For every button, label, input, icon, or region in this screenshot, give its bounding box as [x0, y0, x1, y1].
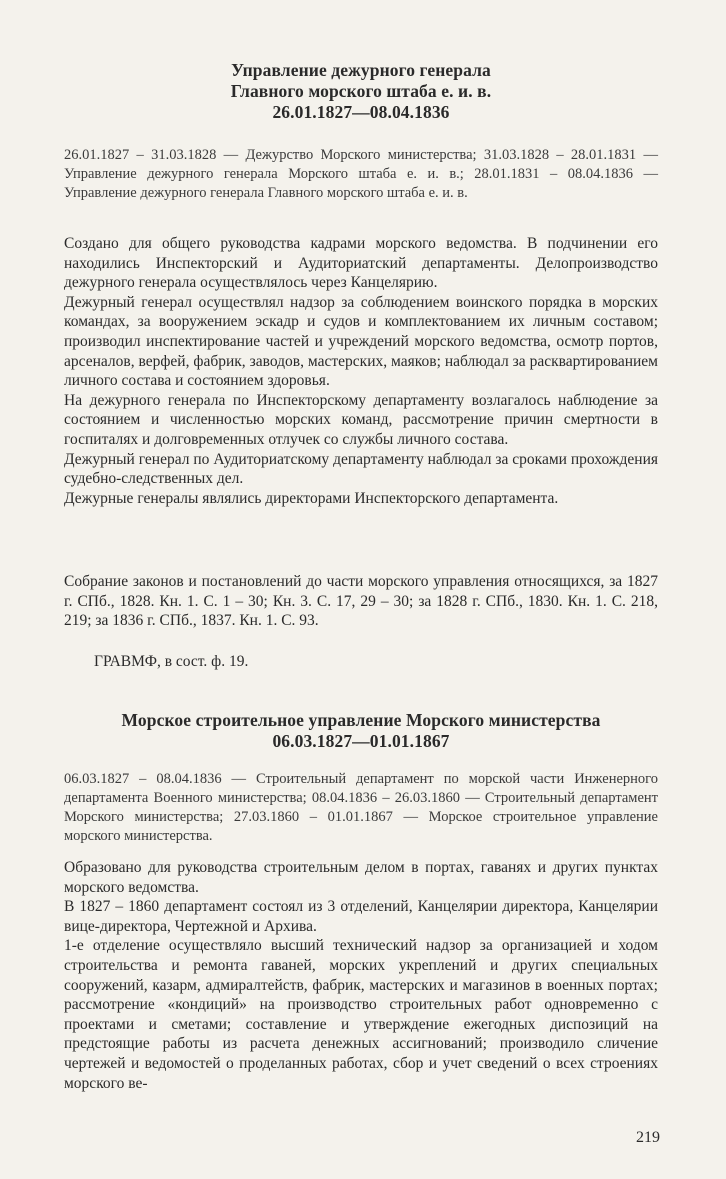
- section-1-references: Собрание законов и постановлений до части морского управления относящихся, за 1827 г. СПб., 1828. Кн. 1. С. 1 – 30; Кн. 3. С. 17, 29 – 30; за 1828 г. СПб., 1830. Кн. 1. С. 218, 219; за 1836 г. СПб., 1837. Кн. 1. С. 93.: [64, 573, 658, 630]
- section-1-paragraph: На дежурного генерала по Инспекторскому департаменту возлагалось наблюдение за состоянием и численностью морских команд, рассмотрение причин смертности в госпиталях и долговременных отлучек со службы личного состава.: [64, 391, 658, 448]
- section-1-body: [64, 234, 658, 508]
- section-1-archive: ГРАВМФ, в сост. ф. 19.: [94, 653, 249, 670]
- section-2-paragraph: Образовано для руководства строительным делом в портах, гаванях и других пунктах морского ведомства.: [64, 859, 658, 896]
- section-1-title: [64, 60, 658, 123]
- section-1-title-line: 26.01.1827—08.04.1836: [272, 102, 450, 122]
- section-2-body: [64, 858, 658, 1093]
- section-1-paragraph: Дежурный генерал по Аудиториатскому департаменту наблюдал за сроками прохождения судебно-следственных дел.: [64, 450, 658, 488]
- section-1-title-line: Управление дежурного генерала: [231, 60, 491, 80]
- section-2-title-line: Морское строительное управление Морского министерства: [121, 710, 601, 730]
- section-1-history: 26.01.1827 – 31.03.1828 — Дежурство Морского министерства; 31.03.1828 – 28.01.1831 — Управление дежурного генерала Морского штаба е. и. в.; 28.01.1831 – 08.04.1836 — Управление дежурного генерала Главного морского штаба е. и. в.: [64, 147, 658, 201]
- section-2-title-line: 06.03.1827—01.01.1867: [272, 731, 450, 751]
- section-2-title: [64, 710, 658, 752]
- section-2-paragraph: 1-е отделение осуществляло высший технический надзор за организацией и ходом строительства и ремонта гаваней, морских укреплений и других специальных сооружений, казарм, адмиралтейств, фабрик, мастерских и магазинов в военных портах; рассмотрение «кондиций» на производство строительных работ одновременно с проектами и сметами; составление и утверждение ежегодных диспозиций на предстоящие работы из расчета денежных ассигнований; производило сличение чертежей и ведомостей о проделанных работах, сбор и учет сведений о всех строениях морского ве-: [64, 937, 658, 1092]
- section-2-paragraph: В 1827 – 1860 департамент состоял из 3 отделений, Канцелярии директора, Канцелярии вице-директора, Чертежной и Архива.: [64, 898, 658, 935]
- section-1-paragraph: Создано для общего руководства кадрами морского ведомства. В подчинении его находились Инспекторский и Аудиториатский департаменты. Делопроизводство дежурного генерала осуществлялось через Канцелярию.: [64, 235, 658, 292]
- section-1-paragraph: Дежурный генерал осуществлял надзор за соблюдением воинского порядка в морских командах, за вооружением эскадр и судов и комплектованием их личным составом; производил инспектирование частей и учреждений морского ведомства, осмотр портов, арсеналов, верфей, фабрик, заводов, мастерских, маяков; наблюдал за расквартированием личного состава и состоянием здоровья.: [64, 293, 658, 390]
- section-2-history: 06.03.1827 – 08.04.1836 — Строительный департамент по морской части Инженерного департамента Военного министерства; 08.04.1836 – 26.03.1860 — Строительный департамент Морского министерства; 27.03.1860 – 01.01.1867 — Морское строительное управление морского министерства.: [64, 771, 658, 844]
- section-1-title-line: Главного морского штаба е. и. в.: [230, 81, 492, 101]
- page-number: 219: [636, 1129, 660, 1146]
- section-1-paragraph: Дежурные генералы являлись директорами Инспекторского департамента.: [64, 489, 559, 507]
